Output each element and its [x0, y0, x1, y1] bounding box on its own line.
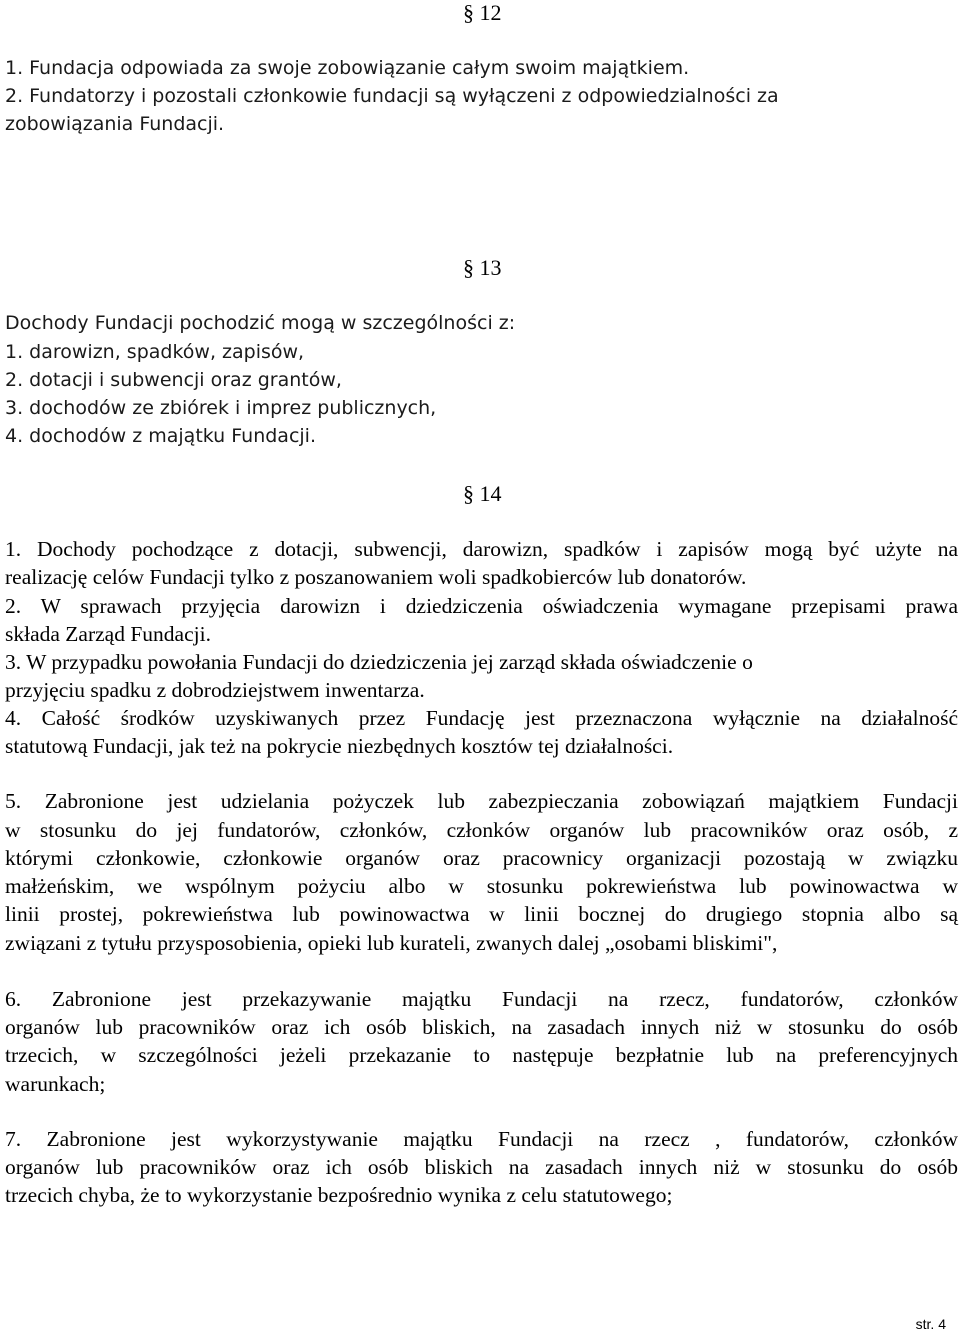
section-14-point-7-line-2: organów lub pracowników oraz ich osób bliskich na zasadach innych niż w stosunku do osób — [5, 1155, 958, 1179]
section-14-point-6-line-1: 6. Zabronione jest przekazywanie majątku Fundacji na rzecz, fundatorów, członków — [5, 987, 958, 1011]
section-12-line-1: 1. Fundacja odpowiada za swoje zobowiązanie całym swoim majątkiem. — [5, 57, 690, 79]
section-14-point-7-line-1: 7. Zabronione jest wykorzystywanie majątku Fundacji na rzecz , fundatorów, członków — [5, 1127, 958, 1151]
section-14-point-6-line-2: organów lub pracowników oraz ich osób bliskich, na zasadach innych niż w stosunku do osób — [5, 1015, 958, 1039]
section-14-point-2-line-2: składa Zarząd Fundacji. — [5, 622, 211, 646]
section-13-item-3: 3. dochodów ze zbiórek i imprez publicznych, — [5, 397, 437, 419]
section-14-point-3-line-1: 3. W przypadku powołania Fundacji do dziedziczenia jej zarząd składa oświadczenie o — [5, 650, 753, 674]
section-14-point-5-line-1: 5. Zabronione jest udzielania pożyczek lub zabezpieczania zobowiązań majątkiem Fundacji — [5, 789, 958, 813]
section-14-heading: § 14 — [463, 481, 502, 506]
section-13-item-1: 1. darowizn, spadków, zapisów, — [5, 341, 305, 363]
section-14-point-1-line-2: realizację celów Fundacji tylko z poszanowaniem woli spadkobierców lub donatorów. — [5, 565, 747, 589]
section-14-point-5-line-3: którymi członkowie, członkowie organów oraz pracownicy organizacji pozostają w związku — [5, 846, 958, 870]
section-13-heading: § 13 — [463, 255, 502, 280]
section-13-item-2: 2. dotacji i subwencji oraz grantów, — [5, 369, 342, 391]
page-number: str. 4 — [915, 1316, 946, 1332]
section-14-point-2-line-1: 2. W sprawach przyjęcia darowizn i dziedziczenia oświadczenia wymagane przepisami prawa — [5, 594, 958, 618]
section-14-point-5-line-2: w stosunku do jej fundatorów, członków, członków organów lub pracowników oraz osób, z — [5, 818, 958, 842]
section-14-point-5-line-4: małżeńskim, we wspólnym pożyciu albo w stosunku pokrewieństwa lub powinowactwa w — [5, 874, 958, 898]
section-14-point-5-line-5: linii prostej, pokrewieństwa lub powinowactwa w linii bocznej do drugiego stopnia albo są — [5, 902, 958, 926]
section-12-line-3: zobowiązania Fundacji. — [5, 113, 225, 135]
section-14-point-6-line-3: trzecich, w szczególności jeżeli przekazanie to następuje bezpłatnie lub na preferencyjnych — [5, 1043, 958, 1067]
section-14-point-6-line-4: warunkach; — [5, 1072, 106, 1096]
section-14-point-7-line-3: trzecich chyba, że to wykorzystanie bezpośrednio wynika z celu statutowego; — [5, 1183, 673, 1207]
section-14-point-3-line-2: przyjęciu spadku z dobrodziejstwem inwentarza. — [5, 678, 425, 702]
section-12-heading: § 12 — [463, 0, 502, 25]
section-14-point-4-line-1: 4. Całość środków uzyskiwanych przez Fundację jest przeznaczona wyłącznie na działalność — [5, 706, 958, 730]
section-13-item-4: 4. dochodów z majątku Fundacji. — [5, 425, 316, 447]
section-13-intro: Dochody Fundacji pochodzić mogą w szczególności z: — [5, 312, 516, 334]
section-14-point-4-line-2: statutową Fundacji, jak też na pokrycie niezbędnych kosztów tej działalności. — [5, 734, 674, 758]
section-14-point-1-line-1: 1. Dochody pochodzące z dotacji, subwencji, darowizn, spadków i zapisów mogą być użyte na — [5, 537, 958, 561]
section-12-line-2: 2. Fundatorzy i pozostali członkowie fundacji są wyłączeni z odpowiedzialności za — [5, 85, 779, 107]
section-14-point-5-line-6: związani z tytułu przysposobienia, opieki lub kurateli, zwanych dalej „osobami bliskimi", — [5, 931, 778, 955]
